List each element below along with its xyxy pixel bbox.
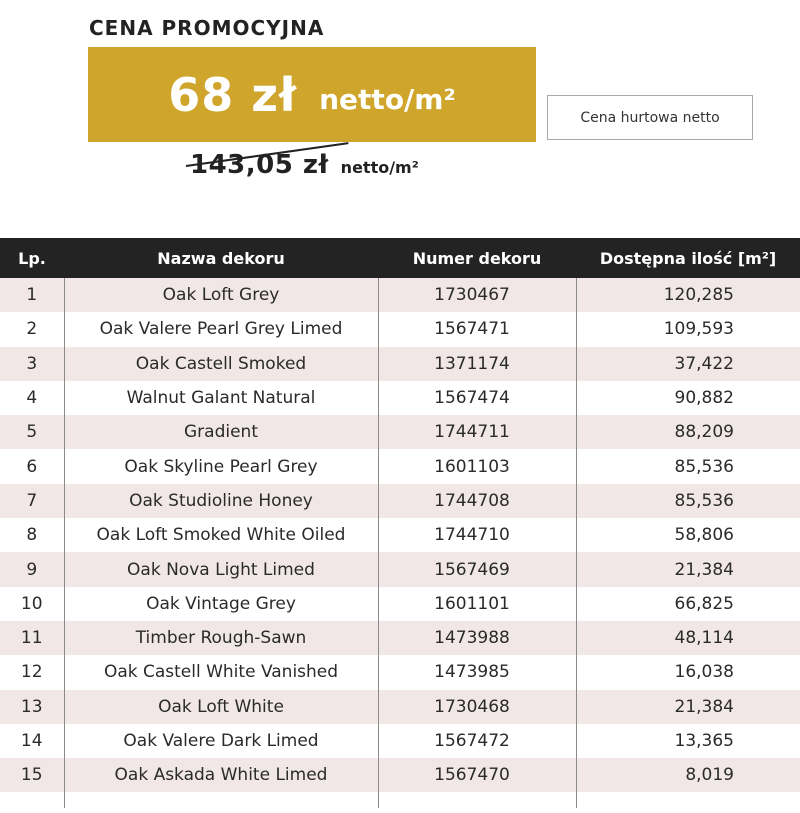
- old-price-amount: [190, 150, 329, 180]
- cell-lp: 8: [0, 518, 64, 552]
- table-spacer-row: [0, 792, 800, 808]
- promo-label: CENA PROMOCYJNA: [89, 16, 325, 40]
- cell-decor-number: 1601101: [378, 587, 576, 621]
- cell-lp: 14: [0, 724, 64, 758]
- cell-decor-name: Gradient: [64, 415, 378, 449]
- cell-decor-number: 1730467: [378, 278, 576, 312]
- cell-quantity: 48,114: [576, 621, 800, 655]
- cell-lp: 10: [0, 587, 64, 621]
- cell-quantity: 21,384: [576, 690, 800, 724]
- table-row: [0, 552, 800, 586]
- wholesale-price-button[interactable]: Cena hurtowa netto: [547, 95, 753, 140]
- cell-quantity: 88,209: [576, 415, 800, 449]
- promo-price-unit: netto/m²: [319, 83, 456, 116]
- cell-decor-name: Oak Castell Smoked: [64, 347, 378, 381]
- cell-quantity: 85,536: [576, 484, 800, 518]
- cell-decor-number: 1473988: [378, 621, 576, 655]
- cell-quantity: 21,384: [576, 552, 800, 586]
- table-row: [0, 484, 800, 518]
- cell-decor-name: Walnut Galant Natural: [64, 381, 378, 415]
- table-row: [0, 587, 800, 621]
- table-row: [0, 758, 800, 792]
- cell-quantity: 8,019: [576, 758, 800, 792]
- spacer-cell: [378, 792, 576, 808]
- spacer-cell: [64, 792, 378, 808]
- cell-decor-number: 1744708: [378, 484, 576, 518]
- cell-decor-name: Oak Loft Smoked White Oiled: [64, 518, 378, 552]
- table-row: [0, 312, 800, 346]
- table-header-row: [0, 238, 800, 278]
- cell-lp: 12: [0, 655, 64, 689]
- table-body: [0, 278, 800, 808]
- table-row: [0, 621, 800, 655]
- cell-decor-number: 1567471: [378, 312, 576, 346]
- header-lp: Lp.: [0, 238, 64, 278]
- old-price: [190, 150, 419, 180]
- cell-lp: 1: [0, 278, 64, 312]
- cell-lp: 6: [0, 449, 64, 483]
- promo-price-box: [88, 47, 536, 142]
- cell-decor-name: Oak Valere Pearl Grey Limed: [64, 312, 378, 346]
- cell-decor-number: 1567474: [378, 381, 576, 415]
- cell-decor-number: 1567472: [378, 724, 576, 758]
- cell-decor-name: Oak Valere Dark Limed: [64, 724, 378, 758]
- table-row: [0, 381, 800, 415]
- cell-lp: 5: [0, 415, 64, 449]
- cell-decor-name: Oak Skyline Pearl Grey: [64, 449, 378, 483]
- header-decor-number: Numer dekoru: [378, 238, 576, 278]
- cell-decor-name: Oak Vintage Grey: [64, 587, 378, 621]
- cell-decor-number: 1744710: [378, 518, 576, 552]
- cell-lp: 4: [0, 381, 64, 415]
- table-row: [0, 724, 800, 758]
- old-price-value: 143,05 zł: [190, 150, 329, 180]
- cell-quantity: 85,536: [576, 449, 800, 483]
- spacer-cell: [0, 792, 64, 808]
- cell-quantity: 66,825: [576, 587, 800, 621]
- cell-quantity: 58,806: [576, 518, 800, 552]
- header-decor-name: Nazwa dekoru: [64, 238, 378, 278]
- cell-decor-name: Oak Askada White Limed: [64, 758, 378, 792]
- table-row: [0, 690, 800, 724]
- cell-quantity: 13,365: [576, 724, 800, 758]
- spacer-cell: [576, 792, 800, 808]
- cell-lp: 13: [0, 690, 64, 724]
- old-price-unit: netto/m²: [340, 158, 419, 177]
- cell-decor-name: Timber Rough-Sawn: [64, 621, 378, 655]
- cell-lp: 9: [0, 552, 64, 586]
- cell-quantity: 120,285: [576, 278, 800, 312]
- table-row: [0, 518, 800, 552]
- cell-lp: 7: [0, 484, 64, 518]
- table-row: [0, 449, 800, 483]
- cell-decor-name: Oak Loft Grey: [64, 278, 378, 312]
- cell-lp: 11: [0, 621, 64, 655]
- cell-decor-number: 1567469: [378, 552, 576, 586]
- header-available-quantity: Dostępna ilość [m²]: [576, 238, 800, 278]
- cell-decor-name: Oak Studioline Honey: [64, 484, 378, 518]
- cell-lp: 15: [0, 758, 64, 792]
- cell-decor-number: 1473985: [378, 655, 576, 689]
- cell-quantity: 37,422: [576, 347, 800, 381]
- cell-decor-name: Oak Castell White Vanished: [64, 655, 378, 689]
- table-row: [0, 655, 800, 689]
- promo-price: 68 zł: [168, 67, 298, 122]
- cell-lp: 3: [0, 347, 64, 381]
- cell-decor-number: 1744711: [378, 415, 576, 449]
- table-row: [0, 278, 800, 312]
- cell-lp: 2: [0, 312, 64, 346]
- cell-decor-name: Oak Loft White: [64, 690, 378, 724]
- cell-quantity: 109,593: [576, 312, 800, 346]
- cell-decor-number: 1601103: [378, 449, 576, 483]
- cell-decor-number: 1371174: [378, 347, 576, 381]
- cell-quantity: 16,038: [576, 655, 800, 689]
- cell-decor-name: Oak Nova Light Limed: [64, 552, 378, 586]
- table-row: [0, 347, 800, 381]
- cell-decor-number: 1730468: [378, 690, 576, 724]
- table-row: [0, 415, 800, 449]
- cell-decor-number: 1567470: [378, 758, 576, 792]
- decor-table: [0, 238, 800, 808]
- cell-quantity: 90,882: [576, 381, 800, 415]
